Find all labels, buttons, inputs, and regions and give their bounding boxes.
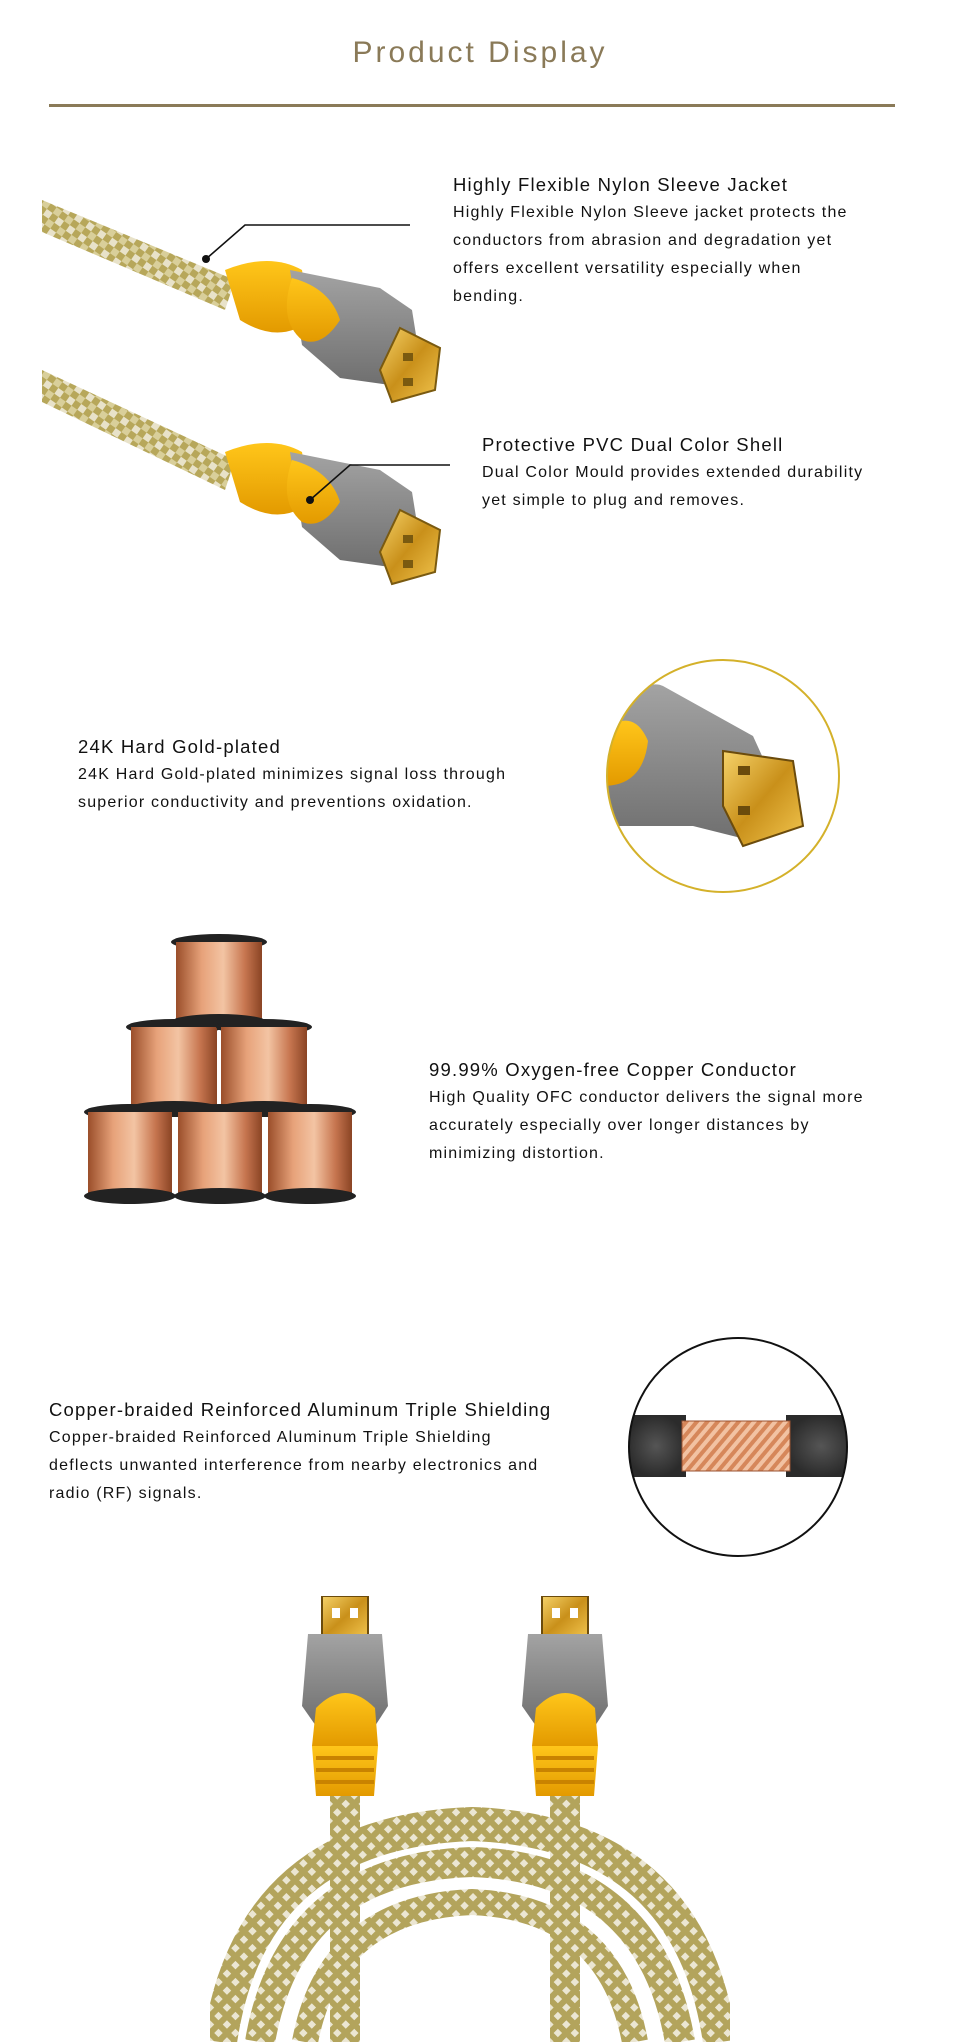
feature-heading: Protective PVC Dual Color Shell (482, 434, 784, 455)
shielding-cross-section-image (626, 1335, 850, 1559)
description-line: accurately especially over longer distances by (429, 1117, 810, 1134)
feature-heading: 99.99% Oxygen-free Copper Conductor (429, 1059, 797, 1080)
feature-heading: Copper-braided Reinforced Aluminum Triple Shielding (49, 1399, 552, 1420)
feature-nylon-sleeve (453, 174, 848, 311)
hdmi-connector-lower (42, 370, 440, 584)
description-line: yet simple to plug and removes. (482, 492, 746, 509)
feature-triple-shielding (49, 1399, 551, 1508)
callout-nylon-sleeve (202, 225, 410, 263)
description-line: offers excellent versatility especially when (453, 260, 802, 277)
description-line: 24K Hard Gold-plated minimizes signal loss through (78, 766, 507, 783)
feature-description (49, 1424, 551, 1508)
cable-strand-left (330, 1766, 360, 2042)
description-line: Copper-braided Reinforced Aluminum Triple Shielding (49, 1429, 492, 1446)
hdmi-cable-image (40, 170, 450, 590)
feature-copper-conductor (429, 1059, 864, 1168)
description-line: Highly Flexible Nylon Sleeve jacket protects the (453, 204, 848, 221)
feature-description (453, 199, 848, 311)
description-line: Dual Color Mould provides extended durability (482, 464, 864, 481)
feature-description (482, 459, 863, 515)
cable-coil (220, 1824, 720, 2042)
description-line: conductors from abrasion and degradation yet (453, 232, 833, 249)
description-line: radio (RF) signals. (49, 1485, 203, 1502)
gold-connector-image (603, 656, 843, 896)
feature-heading: 24K Hard Gold-plated (78, 736, 281, 757)
copper-spool (171, 934, 267, 1030)
hdmi-connector-right (522, 1596, 608, 1796)
copper-spool (84, 1104, 176, 1204)
description-line: bending. (453, 288, 524, 305)
feature-description (78, 761, 506, 817)
description-line: deflects unwanted interference from nearby electronics and (49, 1457, 539, 1474)
page-title: Product Display (352, 36, 608, 69)
hdmi-connector-upper (42, 200, 440, 402)
coiled-cable-image (210, 1596, 730, 2042)
feature-gold-plated (78, 736, 506, 817)
feature-description (429, 1084, 864, 1168)
hdmi-connector-left (302, 1596, 388, 1796)
description-line: minimizing distortion. (429, 1145, 605, 1162)
cable-strand-right (550, 1766, 580, 2042)
description-line: High Quality OFC conductor delivers the signal more (429, 1089, 864, 1106)
copper-spool (126, 1019, 222, 1117)
copper-spool (216, 1019, 312, 1117)
copper-spools-image (84, 930, 364, 1210)
copper-spool (264, 1104, 356, 1204)
feature-heading: Highly Flexible Nylon Sleeve Jacket (453, 174, 789, 195)
description-line: superior conductivity and preventions oxidation. (78, 794, 473, 811)
feature-pvc-shell (482, 434, 863, 515)
title-divider (49, 104, 895, 107)
copper-spool (174, 1104, 266, 1204)
